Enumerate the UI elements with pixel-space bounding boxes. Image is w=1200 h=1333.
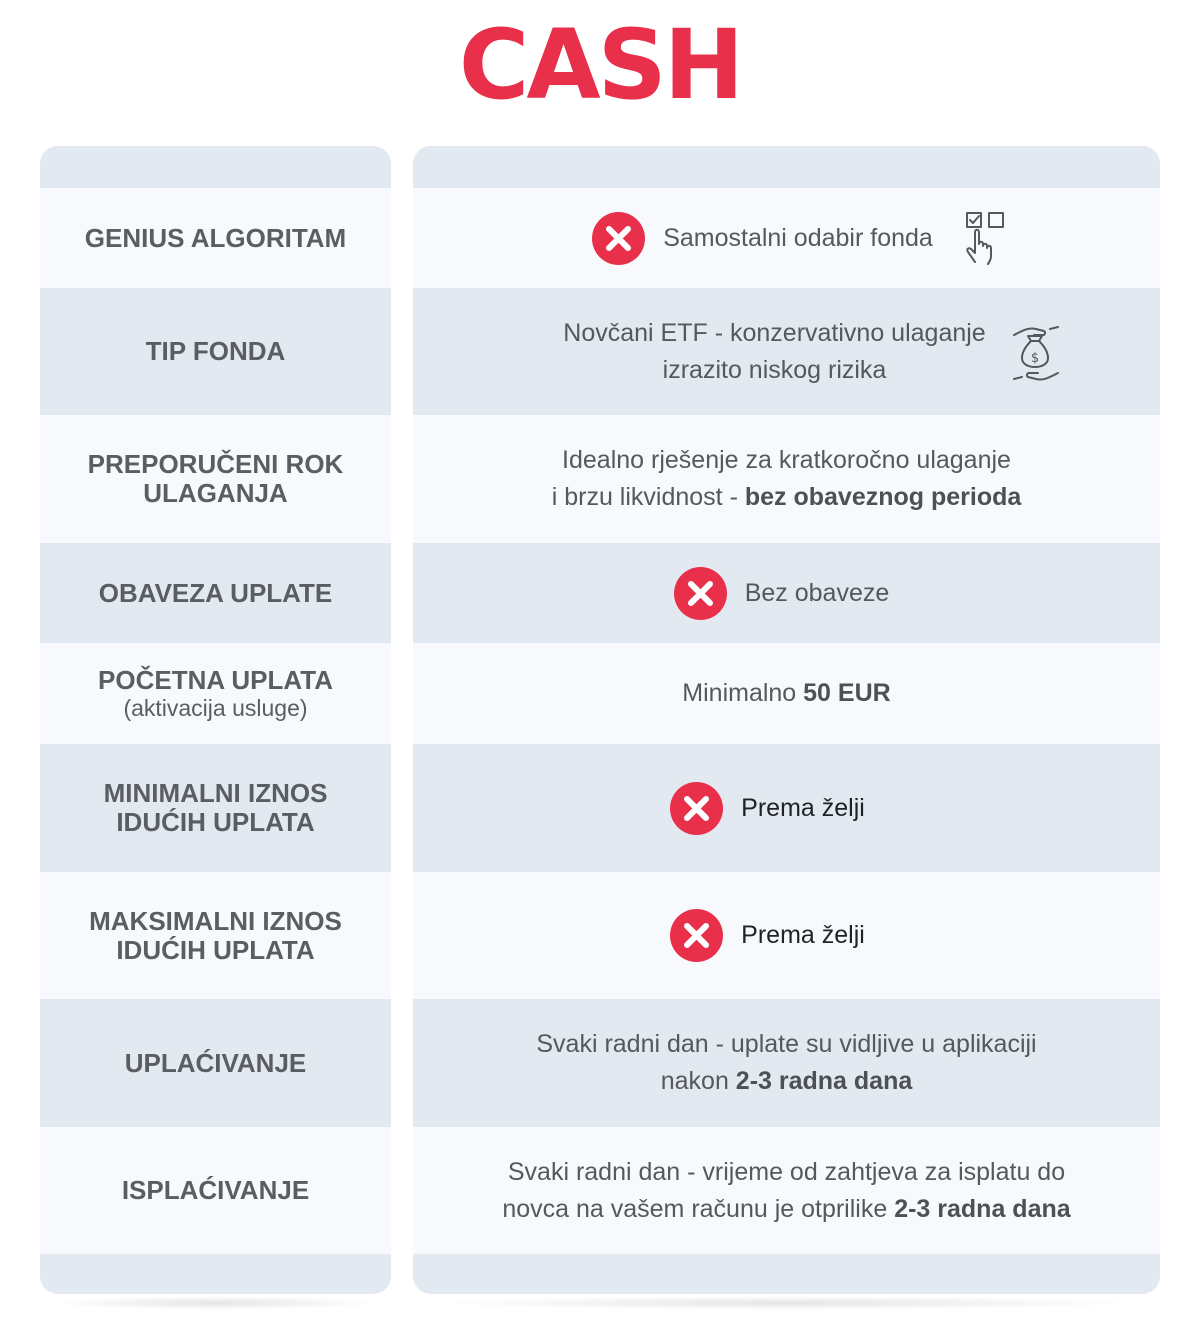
row-label: MINIMALNI IZNOS IDUĆIH UPLATA bbox=[103, 778, 328, 837]
row-value-genius bbox=[413, 188, 1160, 288]
row-value-line bbox=[536, 1063, 1036, 1100]
row-label-pocetna bbox=[40, 643, 391, 744]
row-label: MAKSIMALNI IZNOS IDUĆIH UPLATA bbox=[89, 905, 342, 965]
row-label: UPLAĆIVANJE bbox=[124, 1047, 307, 1078]
row-value-minimalni bbox=[413, 744, 1160, 872]
row-label-uplacivanje bbox=[40, 999, 391, 1127]
column-shadow bbox=[430, 1296, 1143, 1310]
row-label: GENIUS ALGORITAM bbox=[84, 222, 347, 253]
row-value-rok bbox=[413, 415, 1160, 543]
value-text: nakon bbox=[660, 1067, 736, 1095]
row-value-tip-fonda bbox=[413, 288, 1160, 415]
row-value: Prema želji bbox=[741, 793, 865, 822]
values-column bbox=[413, 146, 1160, 1294]
x-circle-icon bbox=[674, 567, 727, 620]
x-circle-icon bbox=[670, 782, 723, 835]
row-value: Bez obaveze bbox=[744, 578, 890, 607]
row-label-isplacivanje bbox=[40, 1127, 391, 1254]
value-text: novca na vašem računu je otprilike bbox=[502, 1194, 895, 1223]
row-value-line: Svaki radni dan - vrijeme od zahtjeva za isplatu do bbox=[507, 1157, 1066, 1186]
row-label: PREPORUČENI ROK ULAGANJA bbox=[87, 449, 344, 508]
row-value-isplacivanje bbox=[413, 1127, 1160, 1254]
row-value bbox=[682, 675, 890, 712]
row-value-line bbox=[552, 479, 1022, 516]
x-circle-icon bbox=[670, 909, 723, 962]
row-value-obaveza bbox=[413, 543, 1160, 643]
row-label-genius bbox=[40, 188, 391, 288]
row-value: Prema želji bbox=[741, 921, 865, 949]
row-label-maksimalni bbox=[40, 872, 391, 999]
row-value-maksimalni bbox=[413, 872, 1160, 999]
row-value-line: izrazito niskog rizika bbox=[662, 355, 887, 384]
row-label: ISPLAĆIVANJE bbox=[121, 1175, 310, 1205]
row-label-obaveza bbox=[40, 543, 391, 643]
checkbox-hand-icon bbox=[961, 210, 1011, 266]
x-circle-icon bbox=[592, 212, 645, 265]
value-emphasis: bez obaveznog perioda bbox=[744, 483, 1022, 511]
value-text: i brzu likvidnost - bbox=[551, 483, 745, 511]
value-text: Minimalno bbox=[682, 679, 804, 707]
row-label-rok bbox=[40, 415, 391, 543]
row-label bbox=[80, 637, 351, 751]
row-label: TIP FONDA bbox=[145, 336, 286, 366]
money-bag-hands-icon bbox=[1010, 321, 1062, 383]
page-title: CASH bbox=[458, 9, 742, 121]
row-label-minimalni bbox=[40, 744, 391, 872]
column-top-cap bbox=[413, 146, 1160, 188]
row-value-line: Svaki radni dan - uplate su vidljive u aplikaciji bbox=[536, 1030, 1037, 1058]
row-value-line: Idealno rješenje za kratkoročno ulaganje bbox=[562, 446, 1011, 474]
row-label-main: POČETNA UPLATA bbox=[98, 664, 333, 695]
row-value-uplacivanje bbox=[413, 999, 1160, 1127]
column-shadow bbox=[50, 1296, 381, 1310]
row-label-tip-fonda bbox=[40, 288, 391, 415]
value-emphasis: 50 EUR bbox=[803, 679, 891, 707]
row-value: Samostalni odabir fonda bbox=[663, 223, 933, 252]
features-column bbox=[40, 146, 391, 1294]
row-value-line bbox=[502, 1191, 1070, 1228]
svg-text:$: $ bbox=[1030, 350, 1039, 366]
row-value-pocetna bbox=[413, 643, 1160, 744]
row-label: OBAVEZA UPLATE bbox=[98, 577, 333, 608]
row-value-line: Novčani ETF - konzervativno ulaganje bbox=[563, 318, 986, 347]
column-top-cap bbox=[40, 146, 391, 188]
row-sublabel: (aktivacija usluge) bbox=[123, 694, 308, 721]
value-emphasis: 2-3 radna dana bbox=[894, 1194, 1071, 1223]
value-emphasis: 2-3 radna dana bbox=[735, 1067, 913, 1095]
